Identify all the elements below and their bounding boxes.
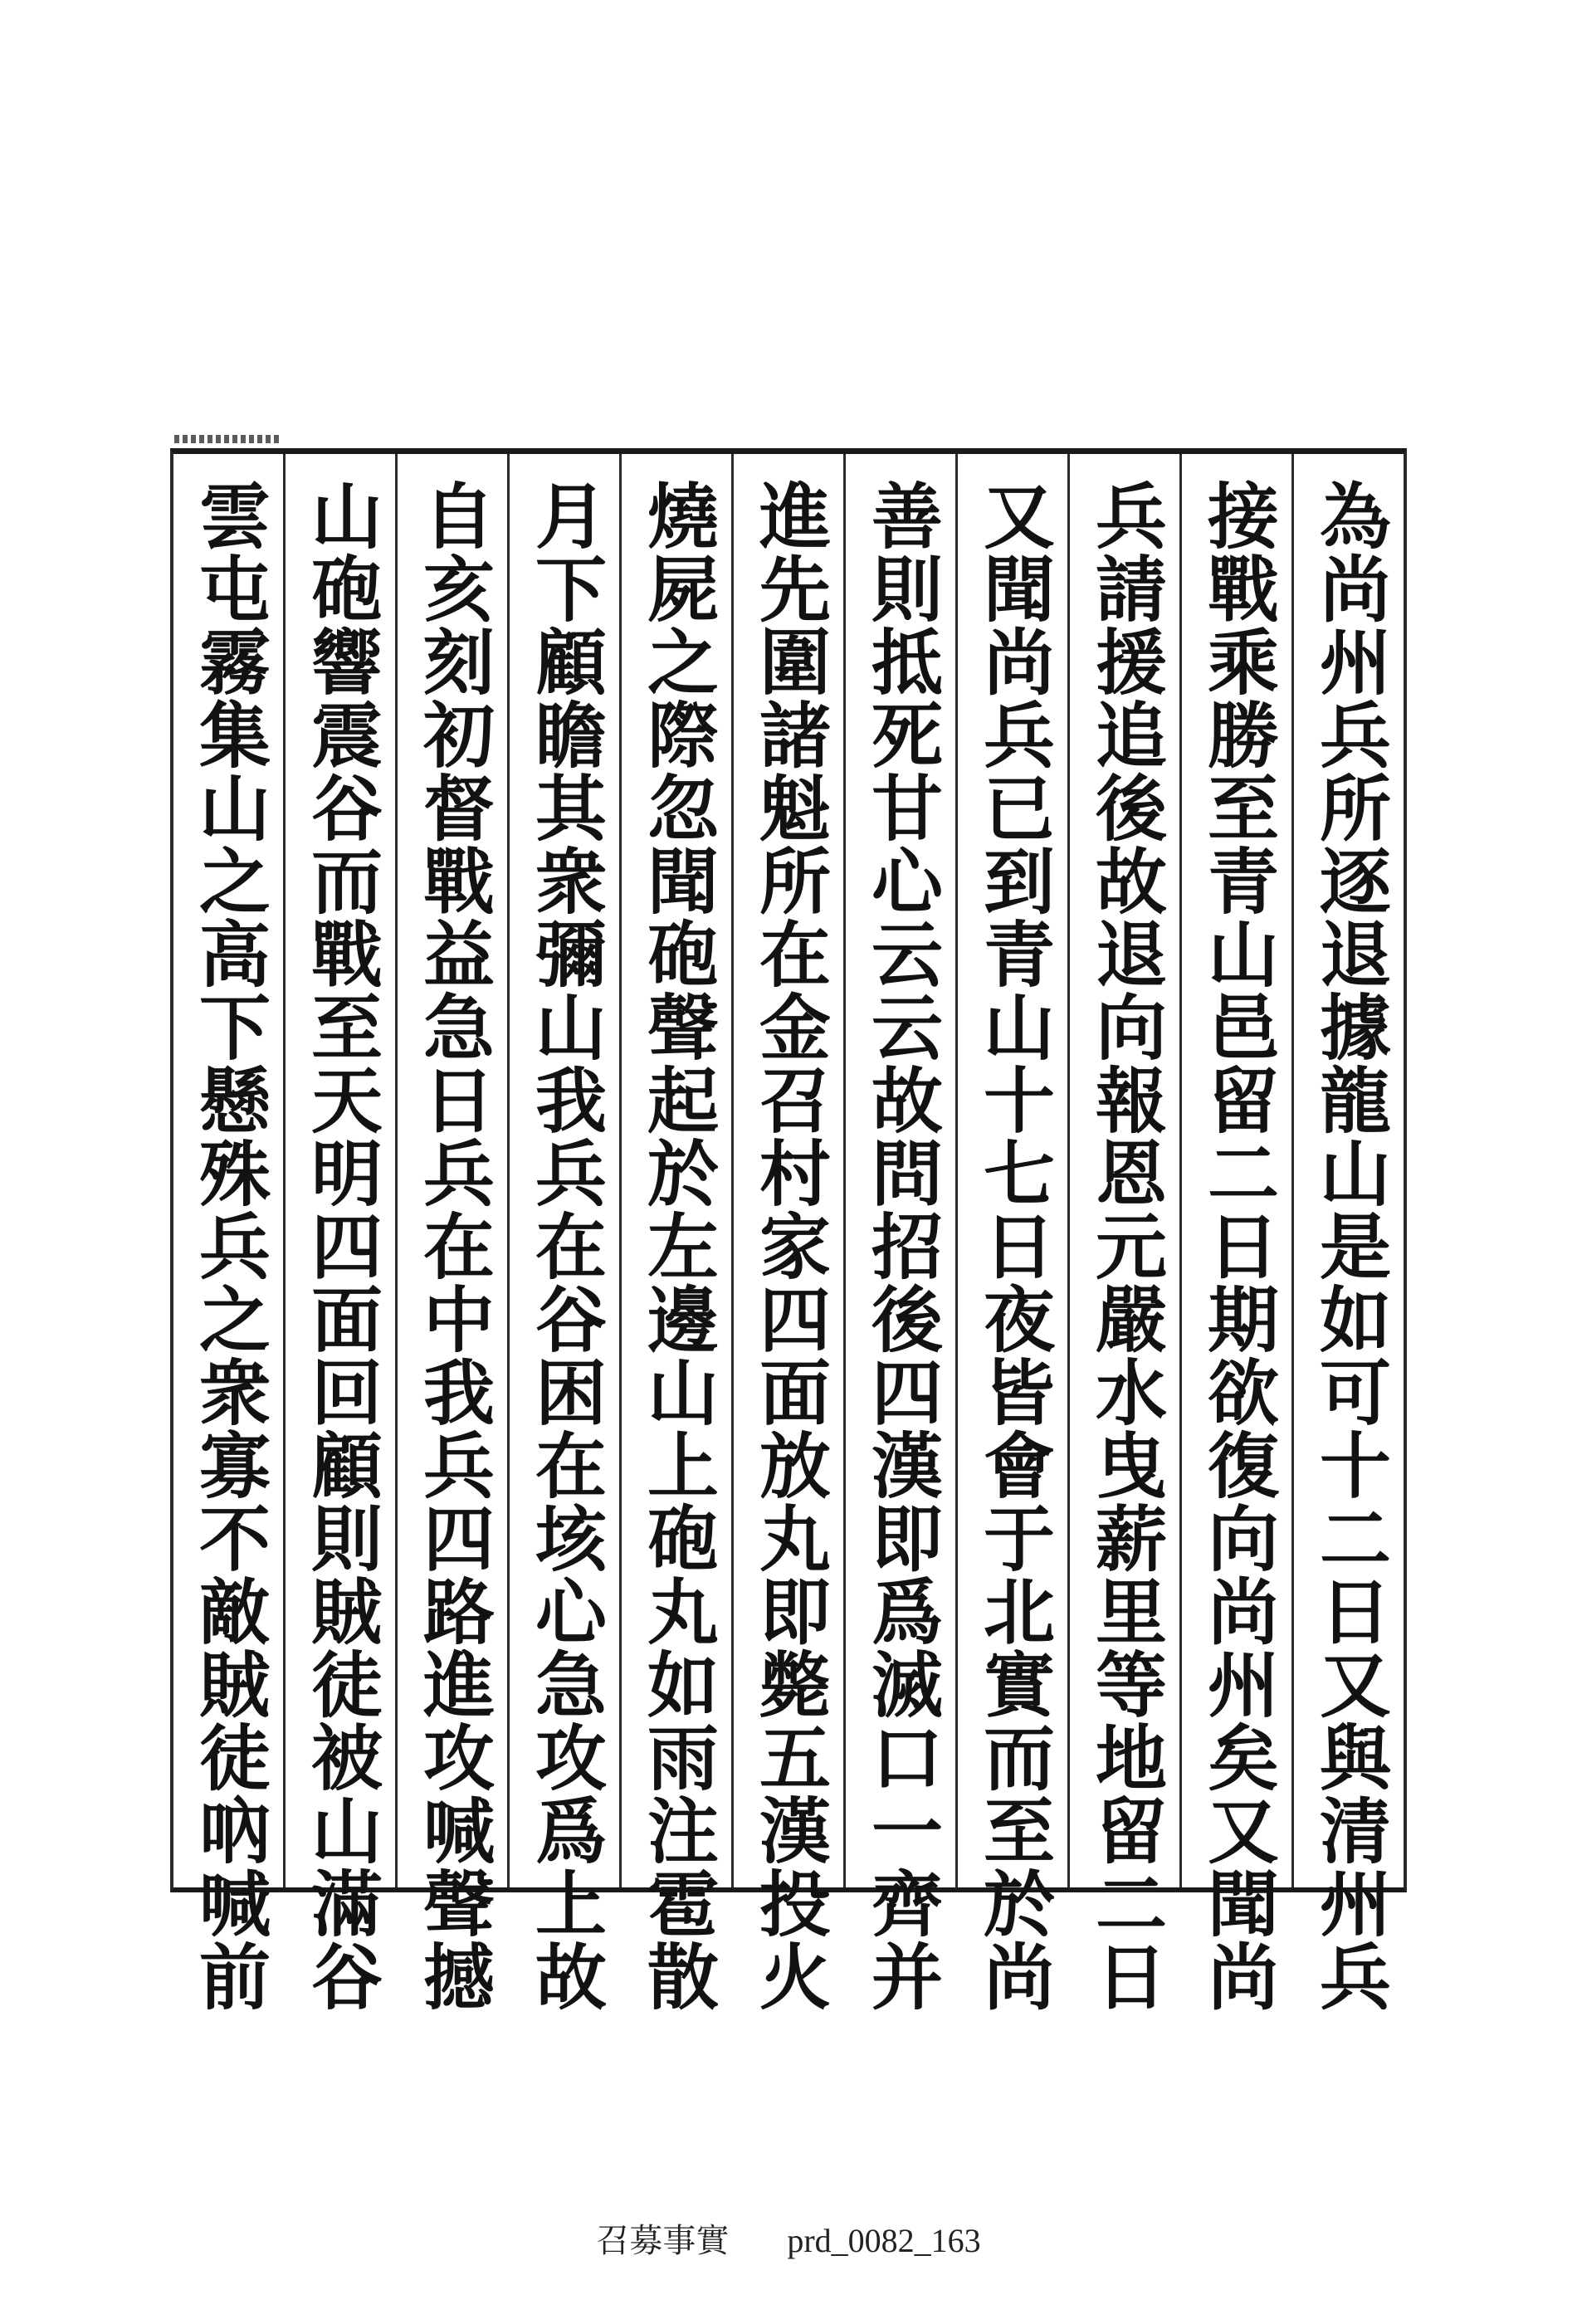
text-column-5 (843, 454, 955, 2013)
column-text: 善則抵死甘心云云故問招後四漢即爲滅口一齊并 (859, 479, 943, 2013)
frame-top-mark (174, 435, 282, 443)
text-column-8 (507, 454, 619, 2013)
column-text: 雲屯霧集山之高下懸殊兵之衆寡不敵賊徒吶喊前 (187, 479, 271, 2013)
column-text: 進先圍諸魁所在金召村家四面放丸即斃五漢投火 (747, 479, 831, 2013)
text-columns (173, 454, 1404, 2013)
column-text: 自亥刻初督戰益急日兵在中我兵四路進攻喊聲撼 (411, 479, 495, 2013)
footer-title: 召募事實 (596, 2222, 730, 2259)
text-column-7 (619, 454, 731, 2013)
column-text: 山砲響震谷而戰至天明四面回顧則賊徒被山滿谷 (299, 479, 383, 2013)
text-column-4 (955, 454, 1067, 2013)
text-column-1 (1291, 454, 1404, 2013)
column-text: 又聞尚兵已到青山十七日夜皆會于北實而至於尚 (971, 479, 1055, 2013)
footer-code: prd_0082_163 (787, 2222, 981, 2259)
text-column-3 (1067, 454, 1179, 2013)
column-text: 月下顧瞻其衆彌山我兵在谷困在垓心急攻爲上故 (523, 479, 607, 2013)
column-text: 燒屍之際忽聞砲聲起於左邊山上砲丸如雨注雹散 (635, 479, 719, 2013)
text-frame (170, 448, 1407, 2013)
text-column-2 (1179, 454, 1291, 2013)
text-column-11 (173, 454, 283, 2013)
column-text: 為尚州兵所逐退據龍山是如可十二日又與清州兵 (1307, 479, 1391, 2013)
text-column-10 (283, 454, 395, 2013)
text-column-6 (731, 454, 843, 2013)
page-footer (0, 2214, 1577, 2262)
column-text: 兵請援追後故退向報恩元嚴水曳薪里等地留二日 (1083, 479, 1167, 2013)
text-column-9 (395, 454, 507, 2013)
column-text: 接戰乘勝至青山邑留二日期欲復向尚州矣又聞尚 (1195, 479, 1279, 2013)
